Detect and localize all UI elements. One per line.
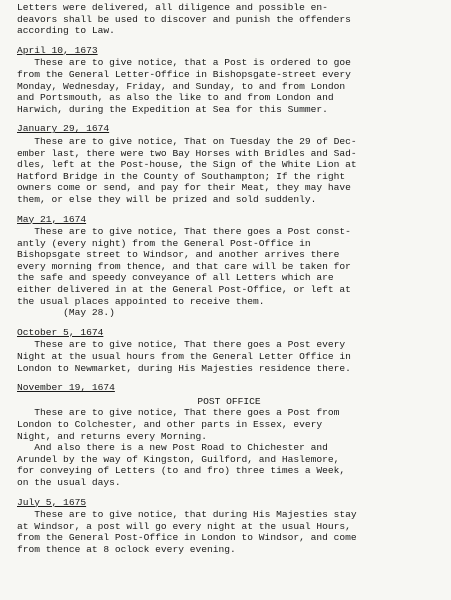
entry-date: January 29, 1674	[17, 123, 110, 135]
entry-date: May 21, 1674	[17, 213, 87, 225]
notice-entry-5	[17, 382, 441, 488]
entry-date: July 5, 1675	[17, 496, 87, 508]
entry-text: These are to give notice, That there goes a Post every Night at the usual hours from the General Letter Office in London to Newmarket, during His Majesties residence there.	[17, 339, 351, 374]
entry-date: October 5, 1674	[17, 326, 104, 338]
intro-paragraph: Letters were delivered, all diligence and possible en- deavors shall be used to discover and punish the offenders according to Law.	[17, 2, 351, 37]
entry-text: These are to give notice, that during His Majesties stay at Windsor, a post will go every night at the usual Hours, from the General Post-Office in London to Windsor, and come from thence at 8 oclock every evening.	[17, 509, 357, 555]
notice-entry-4	[17, 327, 441, 374]
notice-entry-2	[17, 123, 441, 205]
entry-text: These are to give notice, That on Tuesday the 29 of Dec- ember last, there were two Bay Horses with Bridles and Sad- dles, left at the Post-house, the Sign of the White Lion at Hatford Bridge in the County of Southampton; If the right owners come or send, and pay for their Meat, they may have them, or else they will be prized and sold suddenly.	[17, 135, 357, 205]
entry-text: These are to give notice, That there goes a Post from London to Colchester, and other parts in Essex, every Night, and returns every Morning. And also there is a new Post Road to Chichester and Arundel by the way of Kingston, Guilford, and Haslemore, for conveying of Letters (to and fro) three times a Week, on the usual days.	[17, 407, 346, 488]
entry-heading: POST OFFICE	[197, 395, 261, 407]
notice-entry-6	[17, 497, 441, 556]
entry-date: November 19, 1674	[17, 382, 115, 394]
entry-date: April 10, 1673	[17, 44, 98, 56]
entry-text: These are to give notice, That there goes a Post const- antly (every night) from the General Post-Office in Bishopsgate street to Windsor, and another arrives there every morning from thence, and that care will be taken for the safe and speedy conveyance of all Letters which are either delivered in at the General Post-Office, or left at the usual places appointed to receive them. (May 28.)	[17, 226, 351, 319]
notice-entry-1	[17, 45, 441, 116]
notice-entry-3	[17, 214, 441, 319]
entry-text: These are to give notice, that a Post is ordered to goe from the General Letter-Office in Bishopsgate-street every Monday, Wednesday, Friday, and Sunday, to and from London and Portsmouth, as also the like to and from London and Harwich, during the Expedition at Sea for this Summer.	[17, 57, 351, 115]
